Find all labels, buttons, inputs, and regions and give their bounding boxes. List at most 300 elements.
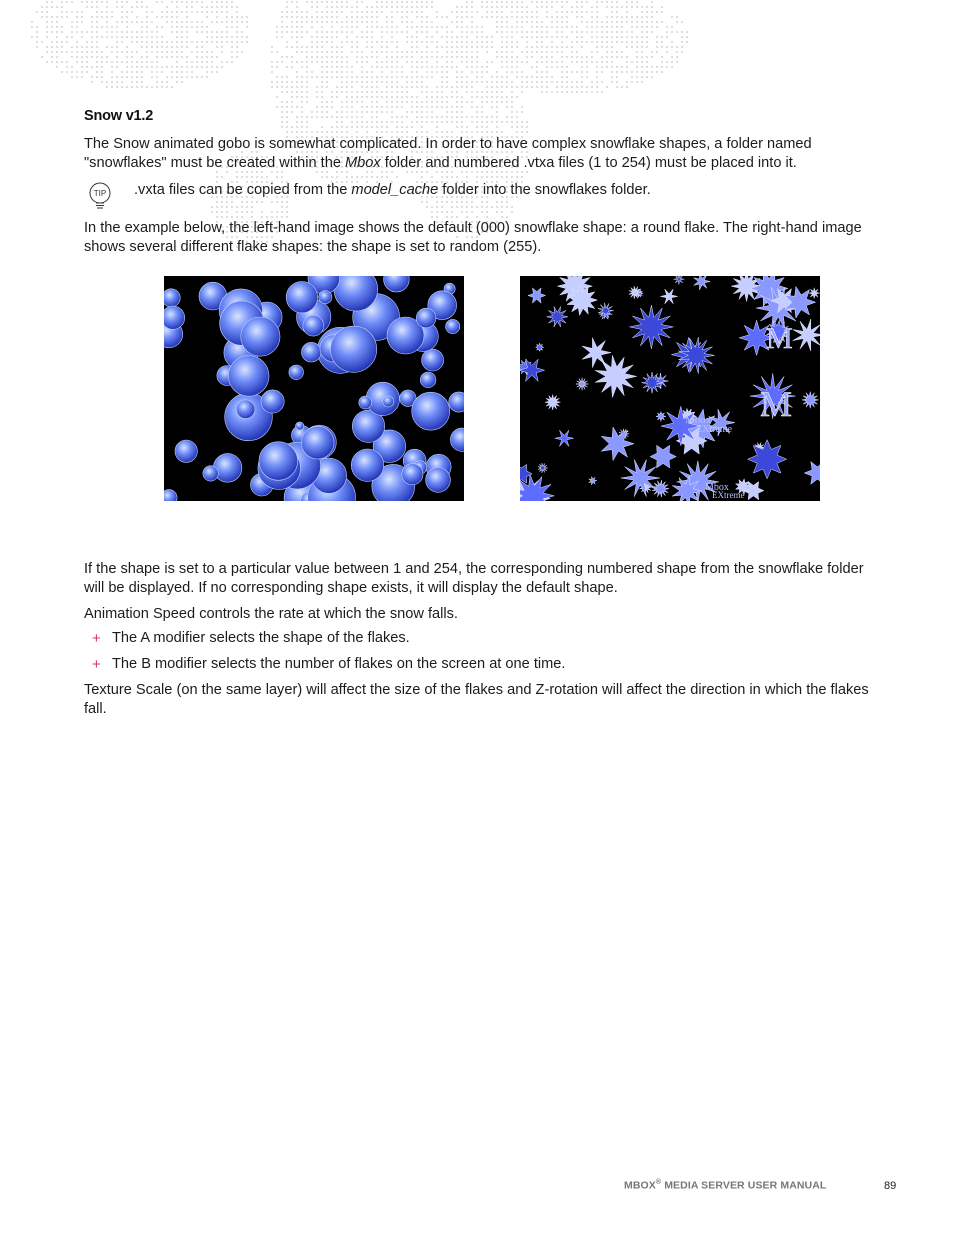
map-dot xyxy=(506,1,508,3)
map-dot xyxy=(501,206,503,208)
map-dot xyxy=(211,1,213,3)
map-dot xyxy=(636,46,638,48)
map-dot xyxy=(361,21,363,23)
map-dot xyxy=(281,86,283,88)
map-dot xyxy=(421,111,423,113)
map-dot xyxy=(666,66,668,68)
map-dot xyxy=(506,26,508,28)
map-dot xyxy=(226,21,228,23)
map-dot xyxy=(201,21,203,23)
map-dot xyxy=(341,121,343,123)
map-dot xyxy=(196,26,198,28)
map-dot xyxy=(256,201,258,203)
map-dot xyxy=(56,21,58,23)
map-dot xyxy=(341,76,343,78)
map-dot xyxy=(271,61,273,63)
section-heading: Snow v1.2 xyxy=(84,108,154,124)
map-dot xyxy=(456,41,458,43)
map-dot xyxy=(486,126,488,128)
map-dot xyxy=(291,106,293,108)
map-dot xyxy=(56,31,58,33)
snowflake-shape xyxy=(555,430,574,446)
map-dot xyxy=(401,76,403,78)
map-dot xyxy=(196,51,198,53)
map-dot xyxy=(461,41,463,43)
map-dot xyxy=(471,101,473,103)
map-dot xyxy=(421,76,423,78)
map-dot xyxy=(511,31,513,33)
map-dot xyxy=(281,211,283,213)
map-dot xyxy=(651,16,653,18)
map-dot xyxy=(486,11,488,13)
map-dot xyxy=(116,51,118,53)
map-dot xyxy=(456,21,458,23)
map-dot xyxy=(286,211,288,213)
map-dot xyxy=(151,61,153,63)
map-dot xyxy=(151,86,153,88)
map-dot xyxy=(546,86,548,88)
map-dot xyxy=(46,51,48,53)
map-dot xyxy=(476,126,478,128)
map-dot xyxy=(536,26,538,28)
map-dot xyxy=(496,211,498,213)
map-dot xyxy=(526,126,528,128)
map-dot xyxy=(186,46,188,48)
snowflake-shape xyxy=(576,378,589,391)
map-dot xyxy=(551,66,553,68)
map-dot xyxy=(181,31,183,33)
map-dot xyxy=(506,106,508,108)
map-dot xyxy=(111,66,113,68)
map-dot xyxy=(621,16,623,18)
map-dot xyxy=(101,81,103,83)
map-dot xyxy=(641,21,643,23)
map-dot xyxy=(521,176,523,178)
map-dot xyxy=(551,76,553,78)
map-dot xyxy=(306,101,308,103)
map-dot xyxy=(561,16,563,18)
map-dot xyxy=(336,36,338,38)
map-dot xyxy=(456,126,458,128)
map-dot xyxy=(201,11,203,13)
map-dot xyxy=(631,26,633,28)
map-dot xyxy=(226,216,228,218)
map-dot xyxy=(286,126,288,128)
map-dot xyxy=(406,81,408,83)
map-dot xyxy=(86,61,88,63)
map-dot xyxy=(296,131,298,133)
map-dot xyxy=(206,56,208,58)
map-dot xyxy=(541,71,543,73)
map-dot xyxy=(296,81,298,83)
map-dot xyxy=(461,96,463,98)
map-dot xyxy=(321,76,323,78)
map-dot xyxy=(71,66,73,68)
map-dot xyxy=(301,46,303,48)
map-dot xyxy=(596,41,598,43)
map-dot xyxy=(431,206,433,208)
map-dot xyxy=(541,31,543,33)
map-dot xyxy=(536,16,538,18)
map-dot xyxy=(76,41,78,43)
map-dot xyxy=(446,51,448,53)
map-dot xyxy=(76,16,78,18)
map-dot xyxy=(216,16,218,18)
map-dot xyxy=(61,16,63,18)
map-dot xyxy=(351,11,353,13)
map-dot xyxy=(346,131,348,133)
map-dot xyxy=(431,216,433,218)
map-dot xyxy=(171,11,173,13)
map-dot xyxy=(391,76,393,78)
map-dot xyxy=(486,71,488,73)
map-dot xyxy=(501,26,503,28)
map-dot xyxy=(146,21,148,23)
map-dot xyxy=(501,86,503,88)
snowflake-shape xyxy=(538,463,548,473)
map-dot xyxy=(411,36,413,38)
map-dot xyxy=(341,91,343,93)
map-dot xyxy=(341,86,343,88)
map-dot xyxy=(561,46,563,48)
map-dot xyxy=(271,46,273,48)
map-dot xyxy=(466,216,468,218)
map-dot xyxy=(121,6,123,8)
map-dot xyxy=(626,61,628,63)
map-dot xyxy=(561,76,563,78)
map-dot xyxy=(171,56,173,58)
map-dot xyxy=(401,21,403,23)
map-dot xyxy=(151,76,153,78)
map-dot xyxy=(396,41,398,43)
map-dot xyxy=(421,81,423,83)
map-dot xyxy=(356,81,358,83)
map-dot xyxy=(526,51,528,53)
map-dot xyxy=(151,66,153,68)
map-dot xyxy=(406,31,408,33)
map-dot xyxy=(441,206,443,208)
snowflake-shape xyxy=(642,372,663,393)
map-dot xyxy=(316,56,318,58)
map-dot xyxy=(231,36,233,38)
map-dot xyxy=(391,6,393,8)
map-dot xyxy=(111,76,113,78)
map-dot xyxy=(581,61,583,63)
logo-text: Mbox xyxy=(685,414,712,426)
map-dot xyxy=(196,1,198,3)
map-dot xyxy=(346,66,348,68)
map-dot xyxy=(531,26,533,28)
map-dot xyxy=(36,46,38,48)
map-dot xyxy=(566,81,568,83)
map-dot xyxy=(336,111,338,113)
map-dot xyxy=(441,86,443,88)
map-dot xyxy=(411,46,413,48)
map-dot xyxy=(596,51,598,53)
map-dot xyxy=(436,46,438,48)
map-dot xyxy=(491,96,493,98)
map-dot xyxy=(36,31,38,33)
map-dot xyxy=(256,176,258,178)
snow-bubble xyxy=(259,442,298,481)
map-dot xyxy=(421,26,423,28)
map-dot xyxy=(71,11,73,13)
map-dot xyxy=(396,96,398,98)
map-dot xyxy=(636,36,638,38)
map-dot xyxy=(271,51,273,53)
map-dot xyxy=(376,131,378,133)
map-dot xyxy=(321,96,323,98)
map-dot xyxy=(96,6,98,8)
map-dot xyxy=(246,16,248,18)
map-dot xyxy=(496,76,498,78)
map-dot xyxy=(661,71,663,73)
map-dot xyxy=(271,216,273,218)
map-dot xyxy=(586,86,588,88)
map-dot xyxy=(366,176,368,178)
map-dot xyxy=(376,51,378,53)
map-dot xyxy=(486,6,488,8)
map-dot xyxy=(431,96,433,98)
map-dot xyxy=(581,76,583,78)
map-dot xyxy=(301,101,303,103)
map-dot xyxy=(521,31,523,33)
map-dot xyxy=(346,91,348,93)
map-dot xyxy=(66,71,68,73)
map-dot xyxy=(431,26,433,28)
map-dot xyxy=(486,46,488,48)
map-dot xyxy=(81,76,83,78)
map-dot xyxy=(461,131,463,133)
map-dot xyxy=(471,66,473,68)
map-dot xyxy=(676,56,678,58)
map-dot xyxy=(651,21,653,23)
map-dot xyxy=(371,51,373,53)
map-dot xyxy=(476,206,478,208)
map-dot xyxy=(416,41,418,43)
map-dot xyxy=(546,6,548,8)
map-dot xyxy=(651,51,653,53)
map-dot xyxy=(446,16,448,18)
map-dot xyxy=(126,61,128,63)
map-dot xyxy=(491,106,493,108)
map-dot xyxy=(591,56,593,58)
map-dot xyxy=(361,116,363,118)
map-dot xyxy=(286,86,288,88)
map-dot xyxy=(641,31,643,33)
map-dot xyxy=(571,46,573,48)
map-dot xyxy=(456,51,458,53)
map-dot xyxy=(456,111,458,113)
map-dot xyxy=(186,26,188,28)
map-dot xyxy=(466,41,468,43)
map-dot xyxy=(406,16,408,18)
map-dot xyxy=(281,91,283,93)
map-dot xyxy=(581,86,583,88)
map-dot xyxy=(631,41,633,43)
map-dot xyxy=(221,1,223,3)
snow-bubble xyxy=(384,276,410,292)
map-dot xyxy=(626,41,628,43)
map-dot xyxy=(181,36,183,38)
map-dot xyxy=(396,106,398,108)
map-dot xyxy=(671,56,673,58)
map-dot xyxy=(446,31,448,33)
map-dot xyxy=(241,176,243,178)
map-dot xyxy=(511,81,513,83)
map-dot xyxy=(411,111,413,113)
map-dot xyxy=(296,1,298,3)
map-dot xyxy=(341,71,343,73)
map-dot xyxy=(61,1,63,3)
map-dot xyxy=(191,51,193,53)
map-dot xyxy=(111,71,113,73)
map-dot xyxy=(176,21,178,23)
map-dot xyxy=(501,211,503,213)
map-dot xyxy=(456,201,458,203)
map-dot xyxy=(271,66,273,68)
map-dot xyxy=(386,131,388,133)
map-dot xyxy=(426,6,428,8)
map-dot xyxy=(601,1,603,3)
map-dot xyxy=(486,1,488,3)
map-dot xyxy=(406,101,408,103)
map-dot xyxy=(311,36,313,38)
map-dot xyxy=(406,56,408,58)
map-dot xyxy=(416,16,418,18)
map-dot xyxy=(641,41,643,43)
map-dot xyxy=(431,66,433,68)
snow-bubble xyxy=(366,382,399,415)
map-dot xyxy=(571,41,573,43)
map-dot xyxy=(456,36,458,38)
map-dot xyxy=(341,6,343,8)
map-dot xyxy=(411,76,413,78)
map-dot xyxy=(461,61,463,63)
map-dot xyxy=(446,56,448,58)
map-dot xyxy=(561,11,563,13)
map-dot xyxy=(426,66,428,68)
map-dot xyxy=(311,21,313,23)
map-dot xyxy=(641,11,643,13)
map-dot xyxy=(631,6,633,8)
map-dot xyxy=(511,51,513,53)
map-dot xyxy=(216,71,218,73)
map-dot xyxy=(461,11,463,13)
map-dot xyxy=(466,201,468,203)
map-dot xyxy=(541,56,543,58)
map-dot xyxy=(181,11,183,13)
map-dot xyxy=(356,61,358,63)
map-dot xyxy=(321,176,323,178)
map-dot xyxy=(571,56,573,58)
snowflake-shape xyxy=(793,319,820,351)
map-dot xyxy=(576,56,578,58)
map-dot xyxy=(631,76,633,78)
map-dot xyxy=(146,11,148,13)
map-dot xyxy=(261,176,263,178)
map-dot xyxy=(196,31,198,33)
map-dot xyxy=(251,206,253,208)
map-dot xyxy=(606,51,608,53)
map-dot xyxy=(291,11,293,13)
map-dot xyxy=(71,36,73,38)
map-dot xyxy=(526,76,528,78)
map-dot xyxy=(296,91,298,93)
map-dot xyxy=(91,1,93,3)
map-dot xyxy=(541,36,543,38)
map-dot xyxy=(301,76,303,78)
map-dot xyxy=(316,16,318,18)
map-dot xyxy=(341,126,343,128)
map-dot xyxy=(221,6,223,8)
map-dot xyxy=(496,91,498,93)
map-dot xyxy=(296,96,298,98)
map-dot xyxy=(231,41,233,43)
map-dot xyxy=(311,6,313,8)
map-dot xyxy=(316,1,318,3)
map-dot xyxy=(416,71,418,73)
map-dot xyxy=(341,101,343,103)
map-dot xyxy=(411,101,413,103)
map-dot xyxy=(441,101,443,103)
map-dot xyxy=(286,101,288,103)
map-dot xyxy=(421,1,423,3)
map-dot xyxy=(76,31,78,33)
map-dot xyxy=(566,46,568,48)
map-dot xyxy=(511,176,513,178)
map-dot xyxy=(46,26,48,28)
map-dot xyxy=(321,36,323,38)
map-dot xyxy=(461,26,463,28)
map-dot xyxy=(106,56,108,58)
map-dot xyxy=(286,91,288,93)
map-dot xyxy=(166,6,168,8)
map-dot xyxy=(81,46,83,48)
map-dot xyxy=(206,36,208,38)
map-dot xyxy=(421,41,423,43)
map-dot xyxy=(96,41,98,43)
map-dot xyxy=(431,91,433,93)
map-dot xyxy=(671,61,673,63)
map-dot xyxy=(396,86,398,88)
map-dot xyxy=(521,76,523,78)
map-dot xyxy=(386,66,388,68)
map-dot xyxy=(401,56,403,58)
map-dot xyxy=(496,121,498,123)
map-dot xyxy=(401,16,403,18)
map-dot xyxy=(476,106,478,108)
map-dot xyxy=(46,16,48,18)
map-dot xyxy=(176,71,178,73)
map-dot xyxy=(351,86,353,88)
map-dot xyxy=(536,71,538,73)
map-dot xyxy=(516,121,518,123)
map-dot xyxy=(366,86,368,88)
map-dot xyxy=(286,46,288,48)
map-dot xyxy=(276,61,278,63)
map-dot xyxy=(466,36,468,38)
map-dot xyxy=(106,86,108,88)
map-dot xyxy=(221,46,223,48)
map-dot xyxy=(411,11,413,13)
map-dot xyxy=(176,36,178,38)
map-dot xyxy=(541,76,543,78)
map-dot xyxy=(336,56,338,58)
map-dot xyxy=(271,211,273,213)
map-dot xyxy=(591,6,593,8)
map-dot xyxy=(581,91,583,93)
